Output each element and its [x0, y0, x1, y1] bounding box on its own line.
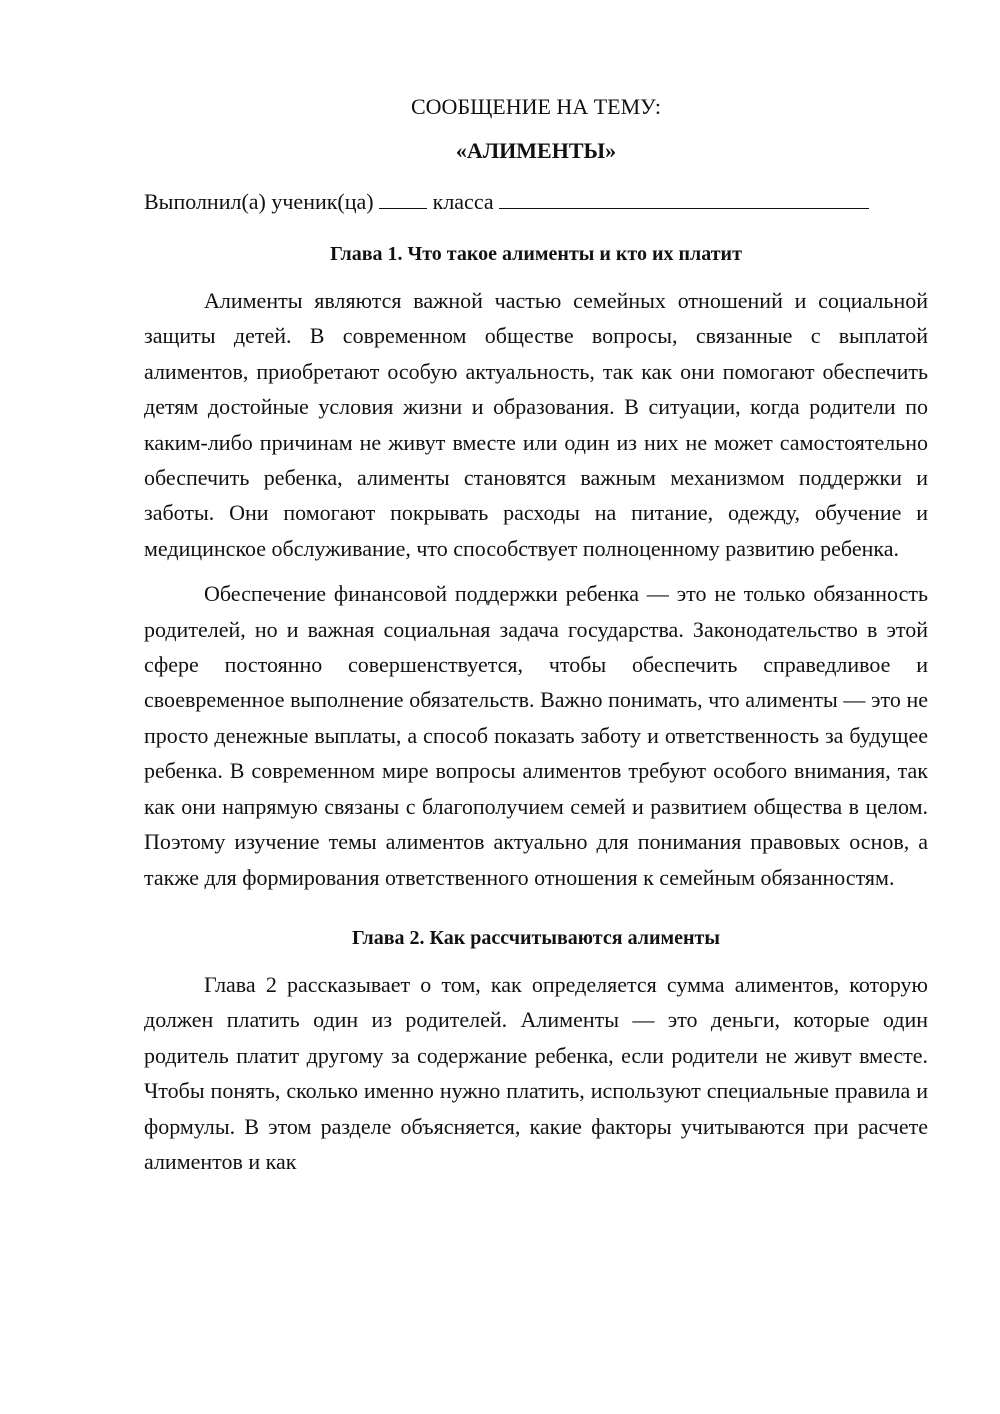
author-line	[144, 186, 928, 217]
document-title-line1: СООБЩЕНИЕ НА ТЕМУ:	[411, 94, 661, 119]
grade-blank	[379, 186, 427, 209]
chapter1-paragraph-2: Обеспечение финансовой поддержки ребенка — это не только обязанность родителей, но и важная социальная задача государства. Законодательство в этой сфере постоянно совершенствуется, чтобы обеспечить справедливое и своевременное выполнение обязательств. Важно понимать, что алименты — это не просто денежные выплаты, а способ показать заботу и ответственность за будущее ребенка. В современном мире вопросы алиментов требуют особого внимания, так как они напрямую связаны с благополучием семей и развитием общества в целом. Поэтому изучение темы алиментов актуально для понимания правовых основ, а также для формирования ответственного отношения к семейным обязанностям.	[144, 581, 928, 890]
document-title-topic: «АЛИМЕНТЫ»	[455, 138, 617, 163]
chapter2-paragraph-1: Глава 2 рассказывает о том, как определяется сумма алиментов, которую должен платить один из родителей. Алименты — это деньги, которые один родитель платит другому за содержание ребенка, если родители не живут вместе. Чтобы понять, сколько именно нужно платить, используют специальные правила и формулы. В этом разделе объясняется, какие факторы учитываются при расчете алиментов и как	[144, 971, 928, 1174]
document-page	[144, 92, 928, 1179]
class-word: класса	[432, 189, 494, 214]
author-prefix: Выполнил(а) ученик(ца)	[144, 189, 374, 214]
chapter1-paragraph-1: Алименты являются важной частью семейных отношений и социальной защиты детей. В современном обществе вопросы, связанные с выплатой алиментов, приобретают особую актуальность, так как они помогают обеспечить детям достойные условия жизни и образования. В ситуации, когда родители по каким-либо причинам не живут вместе или один из них не может самостоятельно обеспечить ребенка, алименты становятся важным механизмом поддержки и заботы. Они помогают покрывать расходы на питание, одежду, обучение и медицинское обслуживание, что способствует полноценному развитию ребенка.	[144, 288, 928, 561]
chapter2-heading: Глава 2. Как рассчитываются алименты	[352, 926, 720, 949]
name-blank	[499, 186, 869, 209]
chapter1-heading: Глава 1. Что такое алименты и кто их платит	[330, 243, 742, 265]
